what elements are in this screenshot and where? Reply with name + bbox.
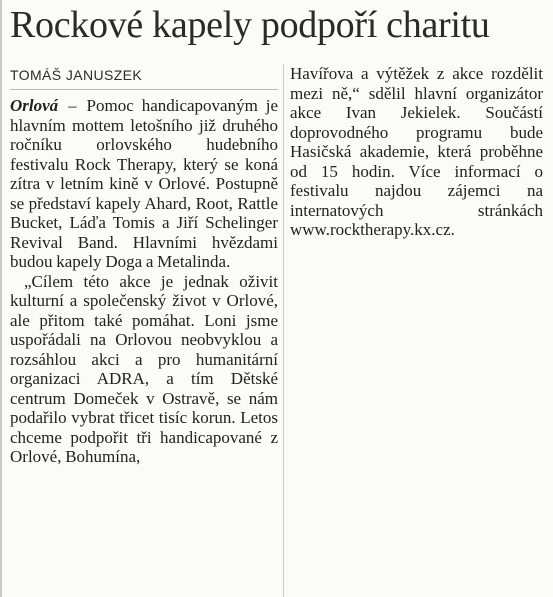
article-paragraph-2: „Cílem této akce je jednak oživit kulturní a společenský život v Orlové, ale přitom také pomáhat. Loni jsme uspořádali na Orlovou neobvyklou a rozsáhlou akci a pro humanitární organizaci ADRA, a tím Dětské centrum Domeček v Ostravě, se nám podařilo vybrat třicet tisíc korun. Letos chceme podpořit tři handicapované z Orlové, Bohumína, [10, 271, 278, 466]
article-paragraph-3: Havířova a výtěžek z akce rozdělit mezi ně,“ sdělil hlavní organizátor akce Ivan Jekielek. Součástí doprovodného programu bude Hasičská akademie, která proběhne od 15 hodin. Více informací o festivalu najdou zájemci na internatových stránkách www.rocktherapy.kx.cz. [290, 64, 543, 239]
article-column-right [290, 64, 543, 240]
article-dateline: Orlová [10, 96, 59, 115]
article-byline: TOMÁŠ JANUSZEK [10, 67, 143, 83]
article-headline: Rockové kapely podpoří charitu [10, 4, 490, 46]
byline-divider [10, 89, 278, 90]
article-column-left [10, 66, 278, 467]
column-divider [283, 64, 284, 597]
article-paragraph-1 [10, 96, 278, 272]
paragraph-1-text: Pomoc handicapovaným je hlavním mottem letošního již druhého ročníku orlovského hudebního festivalu Rock Therapy, který se koná zítra v letním kině v Orlové. Postupně se představí kapely Ahard, Root, Rattle Bucket, Láďa Tomis a Jiří Schelinger Revival Band. Hlavními hvězdami budou kapely Doga a Metalinda. [10, 96, 279, 271]
clipping-edge [0, 0, 2, 597]
dateline-dash: – [68, 96, 77, 115]
